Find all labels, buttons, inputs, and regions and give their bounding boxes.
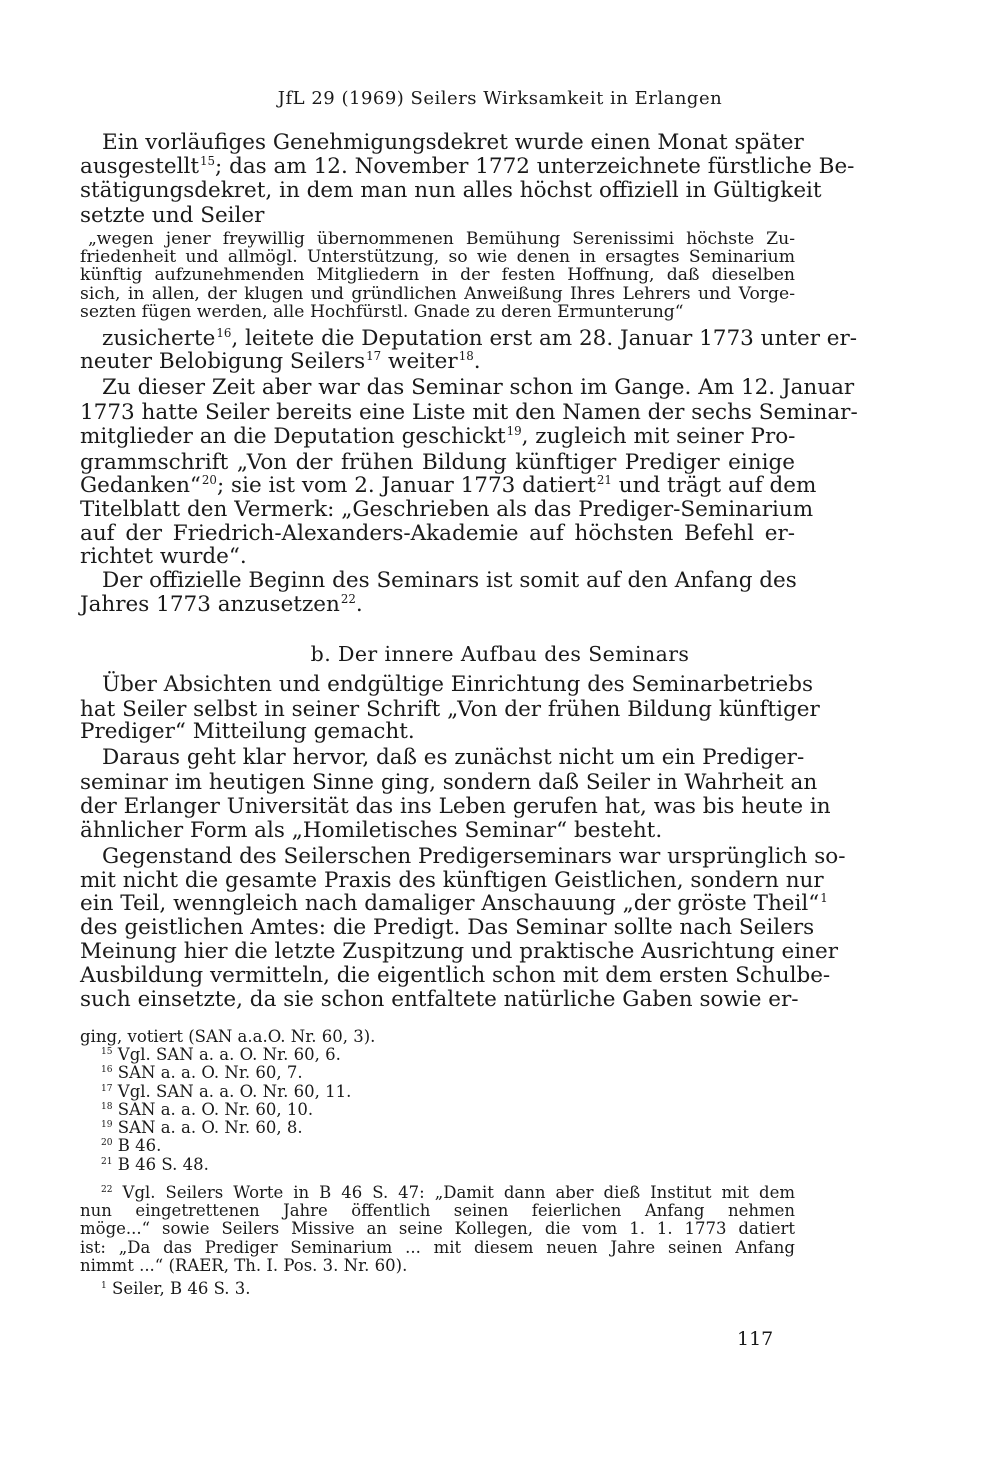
line-text: zusicherte xyxy=(102,326,216,351)
paragraph-line xyxy=(80,153,855,179)
footnote xyxy=(80,1256,407,1275)
footnote-text: B 46 S. 48. xyxy=(117,1155,209,1174)
section-heading: b. Der innere Aufbau des Seminars xyxy=(310,642,690,666)
line-text: mitglieder an die Deputation geschickt xyxy=(80,424,506,449)
paragraph-line xyxy=(80,450,795,475)
line-text: ein Teil, wenngleich nach damaliger Anschauung „der gröste Theil“ xyxy=(80,891,820,916)
paragraph-line xyxy=(80,794,831,819)
paragraph-line xyxy=(80,987,799,1012)
line-text: grammschrift „Von der frühen Bildung künftiger Prediger einige xyxy=(80,450,795,475)
line-text: such einsetzte, da sie schon entfaltete natürliche Gaben sowie er- xyxy=(80,987,799,1012)
footnote-text: B 46. xyxy=(117,1136,162,1155)
footnote-number: 15 xyxy=(101,1046,113,1057)
line-text: Titelblatt den Vermerk: „Geschrieben als das Prediger-Seminarium xyxy=(80,497,814,522)
paragraph-line xyxy=(102,375,855,400)
paragraph-line xyxy=(80,497,814,522)
line-text: 1773 hatte Seiler bereits eine Liste mit den Namen der sechs Seminar- xyxy=(80,400,858,425)
line-text: sezten fügen werden, alle Hochfürstl. Gnade zu deren Ermunterung“ xyxy=(80,302,684,322)
footnote xyxy=(100,1045,341,1064)
line-text: weiter xyxy=(381,349,458,374)
footnote-number: 1 xyxy=(101,1280,107,1291)
footnote-ref: 20 xyxy=(201,472,217,487)
line-text: ähnlicher Form als „Homiletisches Seminar“ besteht. xyxy=(80,818,663,843)
line-text: „wegen jener freywillig übernommenen Bemühung Serenissimi höchste Zu- xyxy=(88,229,795,249)
paragraph-line xyxy=(102,568,795,593)
footnote-text: nun eingetrettenen Jahre öffentlich seinen feierlichen Anfang nehmen xyxy=(80,1201,795,1220)
footnote xyxy=(100,1279,251,1298)
line-text: Prediger“ Mitteilung gemacht. xyxy=(80,719,415,744)
line-text: ; sie ist vom 2. Januar 1773 datiert xyxy=(216,473,596,498)
footnote xyxy=(80,1238,795,1257)
footnote-text: ist: „Da das Prediger Seminarium ... mit diesem neuen Jahre seinen Anfang xyxy=(80,1238,795,1257)
line-text: auf der Friedrich-Alexanders-Akademie auf höchsten Befehl er- xyxy=(80,521,795,546)
footnote-text: Vgl. SAN a. a. O. Nr. 60, 6. xyxy=(117,1045,341,1064)
footnote xyxy=(100,1155,209,1174)
footnote-number: 20 xyxy=(101,1137,113,1148)
line-text: Über Absichten und endgültige Einrichtung des Seminarbetriebs xyxy=(102,672,814,697)
line-text: Der offizielle Beginn des Seminars ist somit auf den Anfang des xyxy=(102,568,797,593)
line-text: setzte und Seiler xyxy=(80,203,265,228)
footnote-ref: 17 xyxy=(366,348,382,363)
paragraph-line xyxy=(102,325,858,351)
footnote xyxy=(100,1082,351,1101)
footnote-ref: 22 xyxy=(340,591,356,606)
footnote xyxy=(100,1063,303,1082)
line-text: stätigungsdekret, in dem man nun alles höchst offiziell in Gültigkeit xyxy=(80,178,822,203)
quote-line xyxy=(80,302,684,322)
paragraph-line xyxy=(102,672,814,697)
footnote-number: 17 xyxy=(101,1083,113,1094)
paragraph-line xyxy=(80,178,822,203)
footnote-text: Seiler, B 46 S. 3. xyxy=(112,1279,251,1298)
footnote-ref: 18 xyxy=(458,348,474,363)
quote-line xyxy=(80,265,795,285)
quote-line xyxy=(88,229,795,249)
paragraph-line xyxy=(102,844,846,869)
footnote xyxy=(100,1183,795,1202)
line-text: neuter Belobigung Seilers xyxy=(80,349,366,374)
footnote xyxy=(100,1136,161,1155)
running-header: JfL 29 (1969) Seilers Wirksamkeit in Erlangen xyxy=(277,88,723,109)
paragraph-line xyxy=(102,745,805,770)
footnote-text: möge...“ sowie Seilers Missive an seine Kollegen, die vom 1. 1. 1773 datiert xyxy=(80,1219,795,1238)
footnote-text: SAN a. a. O. Nr. 60, 10. xyxy=(117,1100,314,1119)
footnote-number: 16 xyxy=(101,1064,113,1075)
footnote-number: 22 xyxy=(101,1184,113,1195)
footnote xyxy=(80,1027,375,1046)
footnote xyxy=(80,1201,795,1220)
paragraph-line xyxy=(80,915,815,940)
line-text: . xyxy=(473,349,481,374)
footnote-number: 18 xyxy=(101,1101,113,1112)
paragraph-line xyxy=(80,890,828,916)
footnote-text: Vgl. SAN a. a. O. Nr. 60, 11. xyxy=(117,1082,352,1101)
footnote-ref: 15 xyxy=(199,153,216,168)
line-text: . xyxy=(355,592,363,617)
line-text: , leitete die Deputation erst am 28. Januar 1773 unter er- xyxy=(231,326,858,351)
paragraph-line xyxy=(80,472,817,498)
footnote-number: 19 xyxy=(101,1119,113,1130)
line-text: Meinung hier die letzte Zuspitzung und praktische Ausrichtung einer xyxy=(80,939,838,964)
line-text: , zugleich mit seiner Pro- xyxy=(521,424,796,449)
line-text: künftig aufzunehmenden Mitgliedern in der festen Hoffnung, daß dieselben xyxy=(80,265,795,285)
footnote xyxy=(100,1118,303,1137)
footnote-text: SAN a. a. O. Nr. 60, 7. xyxy=(117,1063,303,1082)
line-text: der Erlanger Universität das ins Leben gerufen hat, was bis heute in xyxy=(80,794,831,819)
footnote-ref: 19 xyxy=(506,423,522,438)
line-text: Daraus geht klar hervor, daß es zunächst nicht um ein Prediger- xyxy=(102,745,805,770)
paragraph-line xyxy=(80,400,858,425)
footnote-text: nimmt ...“ (RAER, Th. I. Pos. 3. Nr. 60). xyxy=(80,1256,408,1275)
footnote xyxy=(80,1219,795,1238)
line-text: Jahres 1773 anzusetzen xyxy=(80,592,340,617)
footnote-text: SAN a. a. O. Nr. 60, 8. xyxy=(117,1118,303,1137)
paragraph-line xyxy=(80,939,838,964)
footnote-text: ging, votiert (SAN a.a.O. Nr. 60, 3). xyxy=(80,1027,376,1046)
line-text: friedenheit und allmögl. Unterstützung, so wie denen in ersagtes Seminarium xyxy=(80,247,795,267)
footnote-text: Vgl. Seilers Worte in B 46 S. 47: „Damit dann aber dieß Institut mit dem xyxy=(122,1183,795,1202)
line-text: ausgestellt xyxy=(80,154,199,179)
paragraph-line xyxy=(80,818,662,843)
paragraph-line xyxy=(80,521,795,546)
page-number: 117 xyxy=(737,1328,774,1350)
line-text: des geistlichen Amtes: die Predigt. Das Seminar sollte nach Seilers xyxy=(80,915,815,940)
footnote-ref: 21 xyxy=(596,472,612,487)
paragraph-line xyxy=(80,719,415,744)
footnote-ref: 1 xyxy=(820,890,828,905)
line-text: hat Seiler selbst in seiner Schrift „Von der frühen Bildung künftiger xyxy=(80,697,820,722)
paragraph-line xyxy=(80,544,247,569)
quote-line xyxy=(80,284,795,304)
paragraph-line xyxy=(80,592,363,617)
footnote-ref: 16 xyxy=(216,325,232,340)
line-text: Zu dieser Zeit aber war das Seminar schon im Gange. Am 12. Januar xyxy=(102,375,855,400)
line-text: Ausbildung vermitteln, die eigentlich schon mit dem ersten Schulbe- xyxy=(80,963,831,988)
line-text: Gegenstand des Seilerschen Predigerseminars war ursprünglich so- xyxy=(102,844,846,869)
line-text: mit nicht die gesamte Praxis des künftigen Geistlichen, sondern nur xyxy=(80,868,824,893)
paragraph-line xyxy=(80,963,831,988)
paragraph-line xyxy=(80,203,264,228)
line-text: richtet wurde“. xyxy=(80,544,247,569)
paragraph-line xyxy=(80,868,824,893)
quote-line xyxy=(80,247,795,267)
line-text: Gedanken“ xyxy=(80,473,201,498)
line-text: seminar im heutigen Sinne ging, sondern daß Seiler in Wahrheit an xyxy=(80,770,818,795)
paragraph-line xyxy=(80,424,795,449)
line-text: und trägt auf dem xyxy=(611,473,817,498)
line-text: Ein vorläufiges Genehmigungsdekret wurde einen Monat später xyxy=(102,130,804,155)
paragraph-line xyxy=(80,349,481,374)
footnote-number: 21 xyxy=(101,1156,113,1167)
line-text: ; das am 12. November 1772 unterzeichnete fürstliche Be- xyxy=(215,154,855,179)
paragraph-line xyxy=(80,770,818,795)
line-text: sich, in allen, der klugen und gründlichen Anweißung Ihres Lehrers und Vorge- xyxy=(80,284,795,304)
footnote xyxy=(100,1100,313,1119)
paragraph-line xyxy=(102,130,804,155)
